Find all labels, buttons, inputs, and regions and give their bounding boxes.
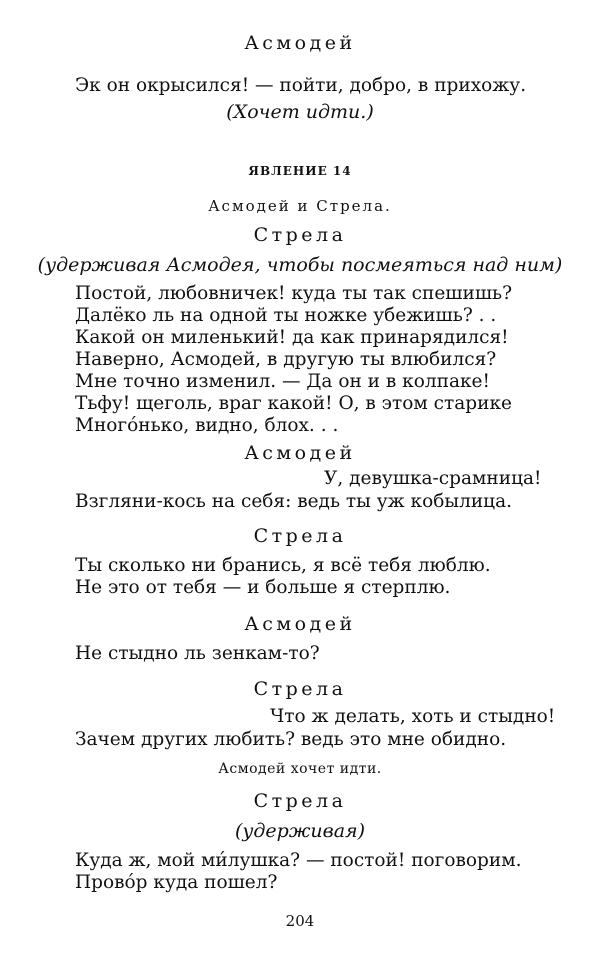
stage-direction: (Хочет идти.) [226, 101, 374, 123]
verse-line: Провóр куда пошел? [75, 872, 278, 893]
speaker-strela: Стрела [253, 790, 347, 812]
speaker-strela: Стрела [253, 678, 347, 700]
verse-line: Далёко ль на одной ты ножке убежишь? . . [75, 305, 497, 326]
verse-line: Мне точно изменил. — Да он и в колпаке! [75, 371, 490, 392]
verse-line: Что ж делать, хоть и стыдно! [270, 706, 556, 727]
verse-line: Эк он окрысился! — пойти, добро, в прихожу. [75, 75, 527, 96]
verse-line: Какой он миленький! да как принарядился! [75, 327, 509, 348]
speaker-asmodey: Асмодей [244, 32, 356, 54]
stage-direction: (удерживая) [234, 820, 366, 842]
verse-line: Постой, любовничек! куда ты так спешишь? [75, 283, 513, 304]
verse-line: Тьфу! щеголь, враг какой! О, в этом старике [75, 393, 512, 414]
scene-cast: Асмодей и Стрела. [208, 197, 392, 215]
speaker-asmodey: Асмодей [244, 613, 356, 635]
stage-note: Асмодей хочет идти. [218, 761, 382, 777]
speaker-strela: Стрела [253, 525, 347, 547]
verse-line: У, девушка-срамница! [324, 468, 542, 489]
scene-heading: ЯВЛЕНИЕ 14 [248, 164, 352, 178]
verse-line: Не стыдно ль зенкам-то? [75, 643, 320, 664]
stage-direction: (удерживая Асмодея, чтобы посмеяться над ним) [37, 254, 563, 276]
verse-line: Ты сколько ни бранись, я всё тебя люблю. [75, 555, 491, 576]
verse-line: Взгляни-кось на себя: ведь ты уж кобылица. [75, 491, 512, 512]
verse-line: Зачем других любить? ведь это мне обидно. [75, 729, 507, 750]
speaker-asmodey: Асмодей [244, 442, 356, 464]
verse-line: Куда ж, мой ми́лушка? — постой! поговорим. [75, 850, 522, 871]
page-number: 204 [285, 912, 315, 930]
speaker-strela: Стрела [253, 224, 347, 246]
verse-line: Многóнько, видно, блох. . . [75, 415, 339, 436]
verse-line: Наверно, Асмодей, в другую ты влюбился? [75, 349, 497, 370]
verse-line: Не это от тебя — и больше я стерплю. [75, 577, 451, 598]
